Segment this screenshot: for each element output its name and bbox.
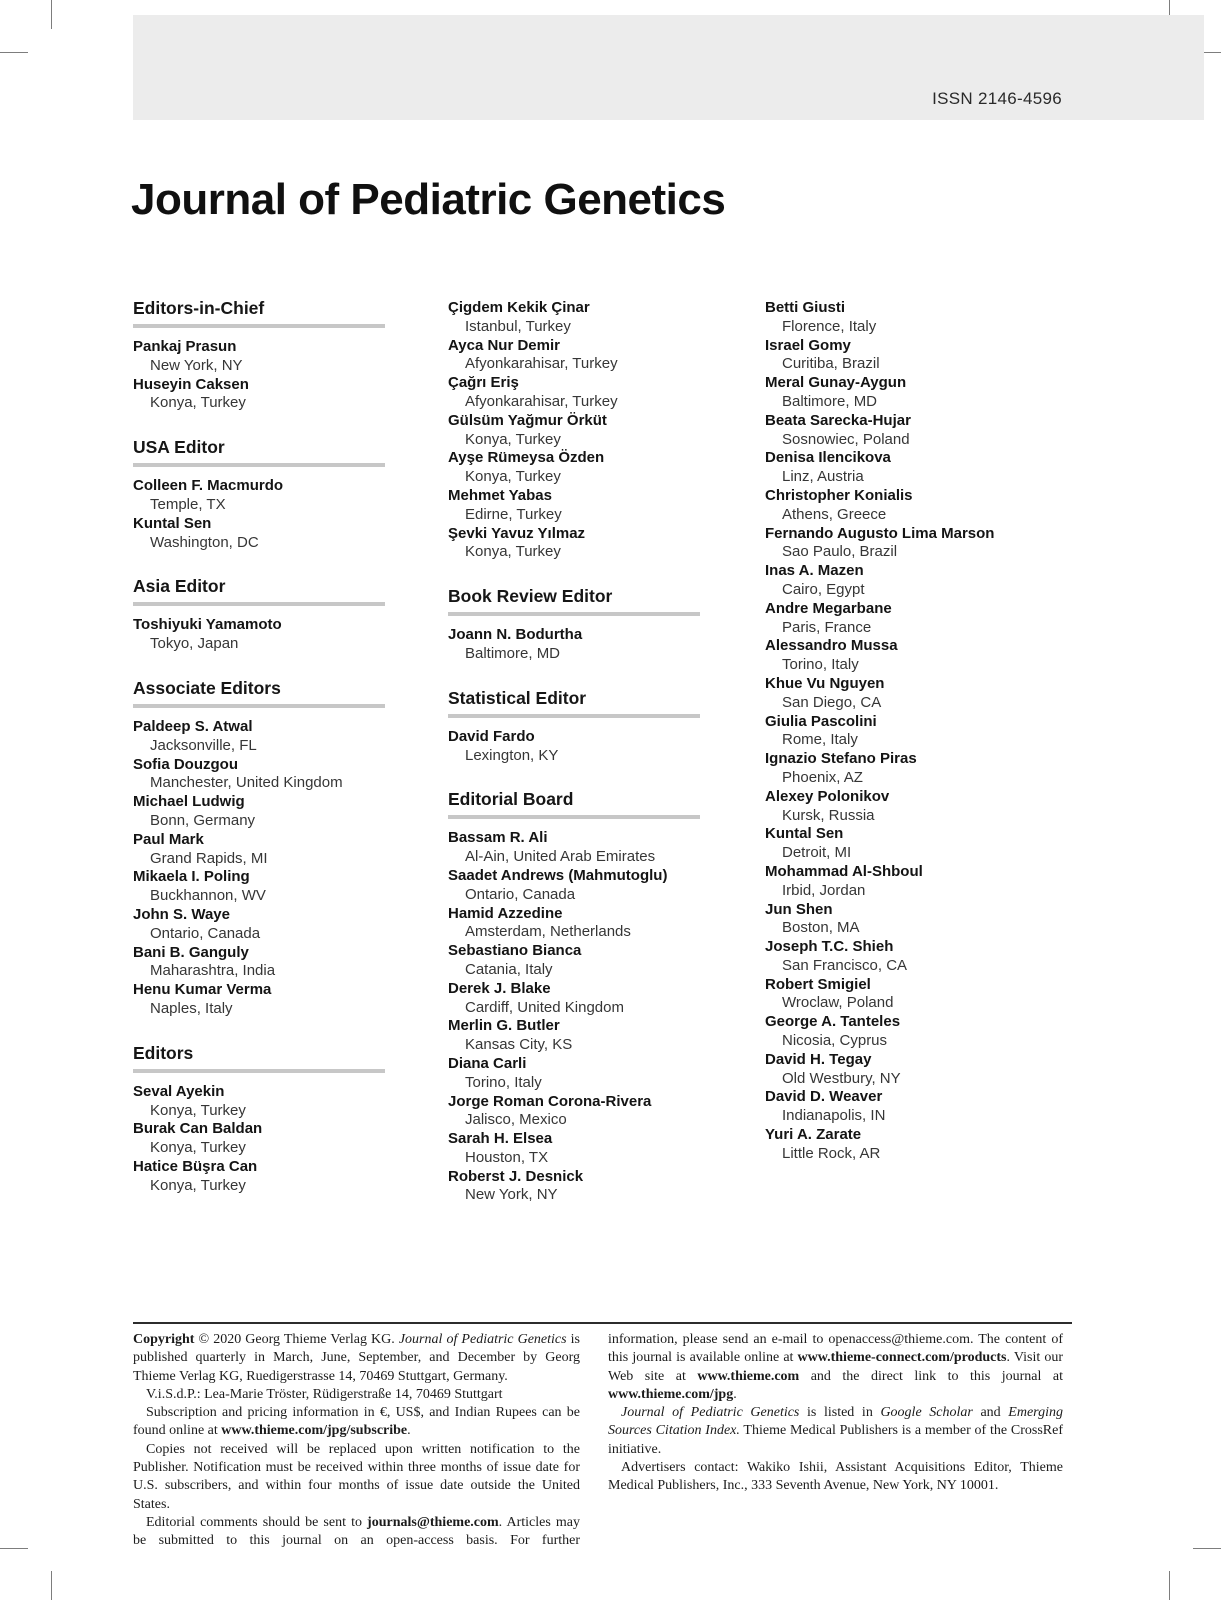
- text-run: is published quarterly in March, June, September, and December by Georg Thieme Verlag KG, Ruedigerstrasse 14, 70469 Stuttgart, Germany.: [133, 1332, 580, 1384]
- masthead-section: [448, 689, 700, 766]
- editor-entry: [448, 829, 700, 867]
- editor-location: Edirne, Turkey: [465, 505, 562, 523]
- text-run: Thieme Medical Publishers is a member of the CrossRef initiative.: [608, 1423, 1063, 1457]
- text-run: .: [733, 1386, 737, 1402]
- text-run: V.i.S.d.P.: Lea-Marie Tröster, Rüdigerstraße 14, 70469 Stuttgart: [146, 1386, 503, 1402]
- editor-name: Burak Can Baldan: [133, 1120, 263, 1138]
- imprint-paragraph: [133, 1514, 580, 1551]
- editor-name: John S. Waye: [133, 905, 230, 923]
- editor-location: Paris, France: [782, 618, 872, 636]
- editor-location: San Diego, CA: [782, 693, 882, 711]
- editor-location: Kursk, Russia: [782, 806, 875, 824]
- editor-location: Little Rock, AR: [782, 1144, 881, 1162]
- section-title: Editors-in-Chief: [133, 298, 265, 318]
- editor-entry: [765, 637, 1085, 675]
- header-banner: [133, 15, 1204, 120]
- editor-location: Nicosia, Cyprus: [782, 1032, 888, 1050]
- editor-entry: [133, 718, 385, 756]
- editor-name: Michael Ludwig: [133, 793, 245, 811]
- editor-location: Boston, MA: [782, 919, 860, 937]
- editor-location: Tokyo, Japan: [150, 635, 239, 653]
- editor-name: Jorge Roman Corona-Rivera: [448, 1092, 652, 1110]
- editor-location: Konya, Turkey: [150, 1101, 246, 1119]
- masthead-section: [448, 790, 700, 1205]
- section-title: Associate Editors: [133, 677, 281, 698]
- editor-location: Jacksonville, FL: [150, 736, 257, 754]
- masthead-column-3: [765, 299, 1085, 1189]
- masthead-section: [133, 438, 385, 552]
- bold-text: Copyright: [133, 1332, 195, 1347]
- editor-name: Henu Kumar Verma: [133, 981, 272, 999]
- editor-entry: [448, 337, 700, 375]
- editor-entry: [765, 976, 1085, 1014]
- editor-entry: [765, 1051, 1085, 1089]
- editor-entry: [765, 449, 1085, 487]
- editor-name: David H. Tegay: [765, 1050, 872, 1068]
- imprint-paragraph: [608, 1331, 1063, 1404]
- editor-name: Saadet Andrews (Mahmutoglu): [448, 866, 668, 884]
- editor-entry: [448, 1093, 700, 1131]
- editor-location: Torino, Italy: [782, 656, 859, 674]
- editor-location: Torino, Italy: [465, 1073, 542, 1091]
- editor-entry: [448, 1168, 700, 1206]
- editor-location: Temple, TX: [150, 495, 226, 513]
- editor-location: Linz, Austria: [782, 468, 864, 486]
- editor-name: Gülsüm Yağmur Örküt: [448, 411, 607, 429]
- editor-name: Kuntal Sen: [765, 825, 844, 843]
- editor-name: Joann N. Bodurtha: [448, 626, 583, 644]
- editor-entry: [765, 525, 1085, 563]
- section-rule: [133, 1069, 385, 1073]
- crop-mark-bottom-left-horizontal: [0, 1548, 28, 1549]
- editor-name: Pankaj Prasun: [133, 338, 237, 355]
- editor-location: Konya, Turkey: [465, 430, 561, 448]
- text-run: information, please send an e-mail to openaccess@thieme.com. The content of this journal is available online at: [608, 1332, 1063, 1366]
- editor-location: Al-Ain, United Arab Emirates: [465, 848, 656, 866]
- editor-entry: [448, 374, 700, 412]
- editor-location: Kansas City, KS: [465, 1036, 573, 1054]
- imprint-paragraph: [608, 1404, 1063, 1459]
- section-rule: [133, 324, 385, 328]
- section-title: Editors: [133, 1042, 194, 1063]
- editor-location: Buckhannon, WV: [150, 887, 266, 905]
- editor-name: Beata Sarecka-Hujar: [765, 411, 911, 429]
- section-title: Book Review Editor: [448, 586, 613, 607]
- editor-location: Amsterdam, Netherlands: [465, 923, 631, 941]
- section-rule: [448, 815, 700, 819]
- editor-name: Roberst J. Desnick: [448, 1167, 584, 1185]
- masthead-section: [448, 587, 700, 664]
- editor-entry: [448, 449, 700, 487]
- imprint-paragraph: [133, 1331, 580, 1386]
- crop-mark-bottom-left-vertical: [51, 1571, 52, 1600]
- editor-name: Meral Gunay-Aygun: [765, 374, 907, 392]
- editor-name: Ignazio Stefano Piras: [765, 750, 917, 768]
- editor-location: Washington, DC: [150, 533, 259, 551]
- editor-name: Bassam R. Ali: [448, 829, 548, 847]
- editor-location: Ontario, Canada: [150, 924, 261, 942]
- editor-entry: [133, 793, 385, 831]
- issn-number: ISSN 2146-4596: [932, 89, 1062, 108]
- editor-name: Kuntal Sen: [133, 514, 212, 532]
- editor-location: Ontario, Canada: [465, 885, 576, 903]
- editor-name: Hamid Azzedine: [448, 904, 563, 922]
- masthead-column-2: [448, 299, 700, 1230]
- masthead-section: [133, 1044, 385, 1196]
- imprint-paragraph: [133, 1386, 580, 1404]
- editor-entry: [448, 728, 700, 766]
- editor-entry: [133, 1120, 385, 1158]
- editor-location: Cardiff, United Kingdom: [465, 998, 624, 1016]
- bold-text: www.thieme-connect.com/products: [797, 1350, 1007, 1366]
- text-run: and: [972, 1405, 1009, 1421]
- editor-entry: [448, 299, 700, 337]
- journal-title: Journal of Pediatric Genetics: [131, 175, 726, 224]
- editor-name: Israel Gomy: [765, 336, 851, 354]
- editor-name: Çağrı Eriş: [448, 374, 519, 392]
- editor-name: Giulia Pascolini: [765, 712, 877, 730]
- editor-location: Houston, TX: [465, 1148, 549, 1166]
- editor-name: Andre Megarbane: [765, 599, 892, 617]
- editor-name: David Fardo: [448, 727, 535, 745]
- bold-text: journals@thieme.com: [367, 1514, 499, 1530]
- editor-entry: [133, 944, 385, 982]
- editor-entry: [765, 600, 1085, 638]
- editor-name: Alessandro Mussa: [765, 637, 898, 655]
- editor-location: Florence, Italy: [782, 317, 877, 335]
- imprint-paragraph: [608, 1459, 1063, 1496]
- text-run: Advertisers contact: Wakiko Ishii, Assistant Acquisitions Editor, Thieme Medical Publishers, Inc., 333 Seventh Avenue, New York, NY 10001.: [608, 1460, 1063, 1494]
- text-run: Copies not received will be replaced upon written notification to the Publisher. Notification must be received within three months of issue date for U.S. subscribers, and within four months of issue date outside the United States.: [133, 1441, 580, 1512]
- editor-location: Sosnowiec, Poland: [782, 430, 910, 448]
- crop-mark-top-left-horizontal: [0, 52, 28, 53]
- editor-name: Şevki Yavuz Yılmaz: [448, 524, 586, 542]
- editor-entry: [133, 477, 385, 515]
- editor-entry: [765, 412, 1085, 450]
- crop-mark-bottom-right-horizontal: [1193, 1548, 1221, 1549]
- masthead-section: [133, 299, 385, 413]
- editor-location: Naples, Italy: [150, 999, 233, 1017]
- editor-location: Manchester, United Kingdom: [150, 774, 343, 792]
- editor-location: Istanbul, Turkey: [465, 317, 571, 335]
- editor-name: Hatice Büşra Can: [133, 1157, 258, 1175]
- section-rule: [133, 463, 385, 467]
- editor-name: David D. Weaver: [765, 1088, 883, 1106]
- editor-name: Toshiyuki Yamamoto: [133, 616, 282, 634]
- editor-entry: [448, 980, 700, 1018]
- bold-text: www.thieme.com: [697, 1368, 800, 1384]
- section-rule: [448, 612, 700, 616]
- text-run: Subscription and pricing information in €, US$, and Indian Rupees can be found online at: [133, 1405, 580, 1439]
- editor-entry: [448, 1130, 700, 1168]
- editor-entry: [448, 487, 700, 525]
- editor-location: Irbid, Jordan: [782, 881, 866, 899]
- bold-text: www.thieme.com/jpg: [608, 1386, 734, 1402]
- editor-entry: [133, 868, 385, 906]
- editor-location: Old Westbury, NY: [782, 1069, 901, 1087]
- editor-location: Konya, Turkey: [150, 1176, 246, 1194]
- editor-name: Mohammad Al-Shboul: [765, 862, 923, 880]
- editor-name: Colleen F. Macmurdo: [133, 477, 284, 495]
- member-group: [765, 299, 1085, 1164]
- text-run: and the direct link to this journal at: [799, 1368, 1064, 1384]
- editor-location: San Francisco, CA: [782, 956, 908, 974]
- italic-text: Google Scholar: [880, 1405, 973, 1421]
- editor-location: Afyonkarahisar, Turkey: [465, 392, 618, 410]
- editor-name: Paldeep S. Atwal: [133, 717, 253, 735]
- editor-name: Betti Giusti: [765, 299, 846, 316]
- imprint-paragraph: [133, 1441, 580, 1514]
- editor-entry: [448, 905, 700, 943]
- editor-entry: [448, 867, 700, 905]
- text-run: . Articles may be submitted to this journal on an open-access basis. For further: [133, 1514, 580, 1549]
- editor-name: Merlin G. Butler: [448, 1017, 560, 1035]
- editor-entry: [448, 1017, 700, 1055]
- editor-name: Diana Carli: [448, 1054, 527, 1072]
- editor-name: Seval Ayekin: [133, 1082, 225, 1100]
- editor-entry: [765, 713, 1085, 751]
- editor-name: Çigdem Kekik Çinar: [448, 299, 590, 316]
- editor-name: Joseph T.C. Shieh: [765, 938, 894, 956]
- editor-entry: [765, 788, 1085, 826]
- editor-entry: [765, 1088, 1085, 1126]
- text-run: © 2020 Georg Thieme Verlag KG.: [194, 1332, 399, 1347]
- editor-name: Alexey Polonikov: [765, 787, 890, 805]
- editor-name: Ayşe Rümeysa Özden: [448, 449, 605, 467]
- editor-entry: [765, 901, 1085, 939]
- imprint-column-left: [133, 1331, 580, 1551]
- editor-name: Mikaela I. Poling: [133, 868, 250, 886]
- editor-name: Christopher Konialis: [765, 486, 913, 504]
- editor-name: Sarah H. Elsea: [448, 1130, 553, 1148]
- editor-entry: [133, 1158, 385, 1196]
- editor-entry: [448, 626, 700, 664]
- editor-name: Robert Smigiel: [765, 975, 871, 993]
- imprint-paragraph: [133, 1404, 580, 1441]
- masthead-section: [133, 679, 385, 1019]
- editor-entry: [765, 487, 1085, 525]
- editor-location: Rome, Italy: [782, 731, 858, 749]
- italic-text: Journal of Pediatric Genetics: [398, 1332, 567, 1347]
- editor-location: Phoenix, AZ: [782, 768, 863, 786]
- editor-location: Maharashtra, India: [150, 962, 276, 980]
- section-rule: [133, 704, 385, 708]
- editor-entry: [765, 299, 1085, 337]
- editor-location: Catania, Italy: [465, 960, 553, 978]
- editor-entry: [765, 1013, 1085, 1051]
- editor-entry: [765, 938, 1085, 976]
- editor-entry: [133, 616, 385, 654]
- editor-entry: [765, 675, 1085, 713]
- text-run: is listed in: [799, 1405, 881, 1421]
- editor-entry: [765, 374, 1085, 412]
- editor-location: Wroclaw, Poland: [782, 994, 894, 1012]
- editor-name: Jun Shen: [765, 900, 833, 918]
- editor-entry: [448, 1055, 700, 1093]
- editor-location: Lexington, KY: [465, 746, 559, 764]
- editor-name: Denisa Ilencikova: [765, 449, 891, 467]
- text-run: Editorial comments should be sent to: [146, 1514, 368, 1530]
- editor-location: Bonn, Germany: [150, 811, 256, 829]
- editor-entry: [133, 756, 385, 794]
- editor-location: New York, NY: [465, 1186, 558, 1204]
- editor-entry: [448, 412, 700, 450]
- editor-name: George A. Tanteles: [765, 1013, 901, 1031]
- editor-location: Konya, Turkey: [150, 394, 246, 412]
- text-run: .: [407, 1423, 411, 1439]
- editor-name: Ayca Nur Demir: [448, 336, 560, 354]
- bold-text: www.thieme.com/jpg/subscribe: [221, 1423, 408, 1439]
- editor-entry: [765, 863, 1085, 901]
- section-rule: [448, 714, 700, 718]
- editor-location: New York, NY: [150, 356, 243, 374]
- editor-name: Fernando Augusto Lima Marson: [765, 524, 995, 542]
- masthead-column-1: [133, 299, 385, 1221]
- editor-location: Jalisco, Mexico: [465, 1111, 567, 1129]
- editor-entry: [765, 337, 1085, 375]
- editor-name: Inas A. Mazen: [765, 562, 864, 580]
- editor-entry: [133, 981, 385, 1019]
- editor-location: Baltimore, MD: [782, 392, 878, 410]
- editor-entry: [765, 825, 1085, 863]
- editor-location: Konya, Turkey: [150, 1139, 246, 1157]
- section-title: Asia Editor: [133, 576, 226, 597]
- editor-location: Baltimore, MD: [465, 644, 561, 662]
- editor-location: Konya, Turkey: [465, 468, 561, 486]
- editor-name: Paul Mark: [133, 830, 204, 848]
- editor-entry: [765, 1126, 1085, 1164]
- section-rule: [133, 602, 385, 606]
- italic-text: Emerging Sources Citation Index.: [608, 1405, 1063, 1439]
- member-group: [448, 299, 700, 562]
- editor-name: Sofia Douzgou: [133, 755, 238, 773]
- editor-name: Mehmet Yabas: [448, 486, 552, 504]
- text-run: . Visit our Web site at: [608, 1350, 1064, 1384]
- editor-location: Cairo, Egypt: [782, 580, 865, 598]
- editor-entry: [133, 338, 385, 376]
- editor-entry: [133, 831, 385, 869]
- editor-location: Grand Rapids, MI: [150, 849, 268, 867]
- editor-entry: [133, 515, 385, 553]
- section-title: Editorial Board: [448, 789, 574, 810]
- editor-location: Sao Paulo, Brazil: [782, 543, 898, 561]
- editor-name: Huseyin Caksen: [133, 375, 249, 393]
- editor-name: Bani B. Ganguly: [133, 943, 249, 961]
- editor-name: Derek J. Blake: [448, 979, 551, 997]
- editor-name: Khue Vu Nguyen: [765, 674, 885, 692]
- section-title: Statistical Editor: [448, 687, 587, 708]
- crop-mark-top-left-vertical: [51, 0, 52, 29]
- editor-location: Konya, Turkey: [465, 543, 561, 561]
- crop-mark-bottom-right-vertical: [1169, 1571, 1170, 1600]
- editor-location: Detroit, MI: [782, 844, 852, 862]
- editor-location: Curitiba, Brazil: [782, 355, 880, 373]
- editor-entry: [133, 906, 385, 944]
- editor-location: Athens, Greece: [782, 505, 887, 523]
- editor-name: Sebastiano Bianca: [448, 942, 582, 960]
- editor-name: Yuri A. Zarate: [765, 1126, 862, 1144]
- editor-entry: [448, 942, 700, 980]
- imprint-column-right: [608, 1331, 1063, 1496]
- editor-entry: [133, 1083, 385, 1121]
- editor-location: Indianapolis, IN: [782, 1107, 886, 1125]
- section-title: USA Editor: [133, 437, 225, 458]
- editor-entry: [765, 750, 1085, 788]
- editor-entry: [133, 376, 385, 414]
- editor-entry: [448, 525, 700, 563]
- italic-text: Journal of Pediatric Genetics: [621, 1405, 800, 1421]
- editor-location: Afyonkarahisar, Turkey: [465, 355, 618, 373]
- masthead-section: [133, 577, 385, 654]
- editor-entry: [765, 562, 1085, 600]
- imprint-divider: [133, 1322, 1072, 1324]
